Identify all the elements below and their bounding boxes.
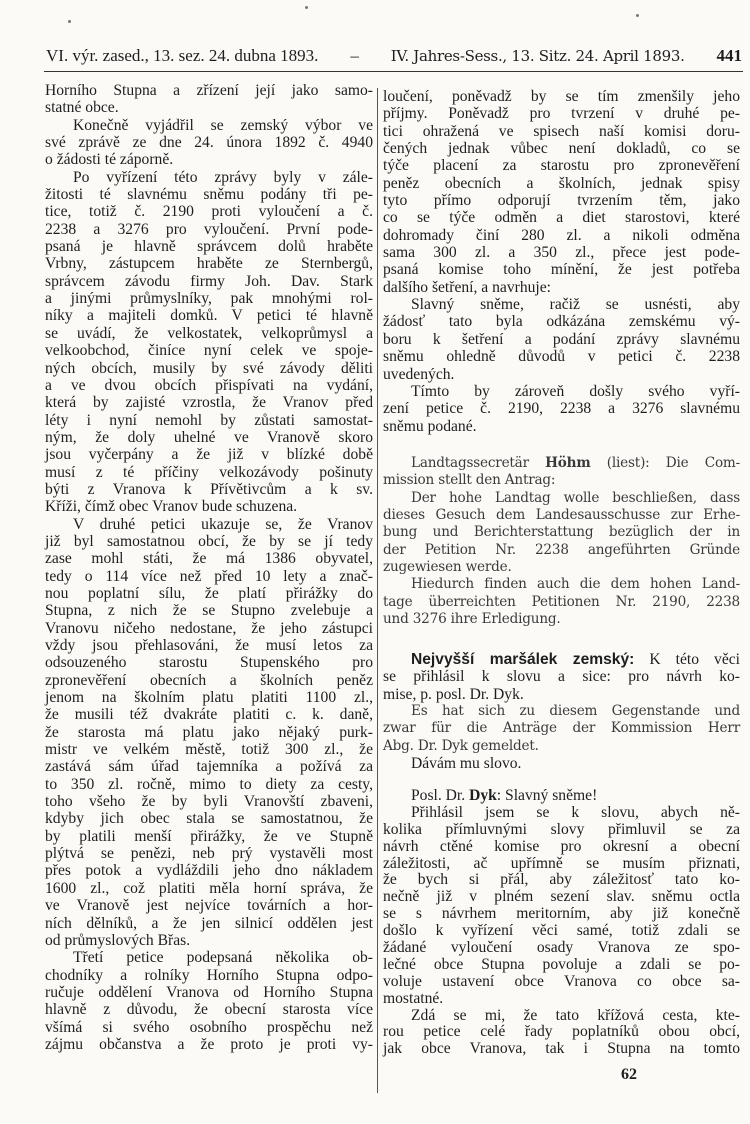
text-line: přes potok a vydláždili jeho dno nákladem [45, 862, 373, 880]
speaker-name: Nejvyšší maršálek zemský: [411, 651, 635, 668]
text-line: Přihlásil jsem se k slovu, abych ně- [411, 803, 740, 821]
text-line: 2238 a 3276 pro vyloučení. První pode- [45, 220, 373, 238]
text-line: bung und Berichterstattung bezüglich der in [383, 524, 740, 541]
column-divider [377, 88, 378, 1093]
paragraph [45, 82, 373, 117]
text-line: statné obce. [45, 99, 119, 117]
paragraph [383, 296, 740, 383]
text-line: o žádosti té záporně. [45, 151, 174, 169]
text-line: od průmyslových Břas. [45, 931, 191, 949]
text-line: zení petice č. 2190, 2238 a 3276 slavnému [383, 400, 740, 418]
text-line: návrh ctěné komise pro okresní a obecní [383, 837, 740, 855]
text-line: sněmu ohledně důvodů v petici č. 2238 [383, 348, 740, 366]
text-line: Tímto by zároveň došly svého vyří- [411, 382, 740, 400]
text-line: lečné obce Stupna povoluje a zdali se po- [383, 955, 740, 973]
text-line: zájmu občanstva a že proto je proti vy- [45, 1035, 373, 1053]
text-line: zase mohl státi, že má 1386 obyvatel, [45, 550, 373, 568]
text-line: mission stellt den Antrag: [383, 472, 556, 489]
text-line: došlo k vyřízení věci samé, totiž zdali se [383, 922, 740, 940]
text-line: Der hohe Landtag wolle beschließen, dass [411, 489, 740, 506]
paragraph [383, 703, 740, 755]
text-line: uvedených. [383, 365, 455, 383]
text-line: žádané vyloučení osady Vranova ze spo- [383, 939, 740, 957]
paragraph [383, 1008, 740, 1059]
paragraph [383, 455, 740, 490]
right-column-committee-report [383, 88, 740, 435]
right-column-german-motion [383, 455, 740, 628]
text-line: dalšího šetření, a navrhuje: [383, 278, 552, 296]
text-line: Slavný sněme, račiž se usnésti, aby [411, 296, 740, 314]
text-line: Vranovu ničeho nedostane, že jeho zástupci [45, 619, 373, 637]
text-line: ních dělníků, a že jen silnicí oddělen jest [45, 914, 373, 932]
text-line: tyto přímo odporují tvrzením těm, jako [383, 192, 740, 210]
text-line: býti z Vranova k Přívětivcům a k sv. [45, 480, 373, 498]
right-column-marshal-remarks [383, 651, 740, 772]
text-line: vždy jsou přehlasováni, že musí letos za [45, 637, 373, 654]
text-line: že bych si přál, aby záležitosť tato ko- [383, 871, 740, 889]
text-line: ve Vranově jest nejvíce továrních a hor- [45, 897, 373, 915]
text-line: nečně již v plném sezení slav. sněmu octla [383, 888, 740, 906]
paragraph [383, 490, 740, 577]
text-line: tedy o 114 více než před 10 lety a znač- [45, 567, 373, 585]
text-line: nou poplatní sílu, že platí přirážky do [45, 584, 373, 602]
text-line: psaná je hlavně správcem dolů hraběte [45, 238, 373, 256]
text-line: dohromady činí 280 zl. a nikoli odměna [383, 226, 740, 244]
text-line: sama 300 zl. a 350 zl., přece jest pode- [383, 244, 740, 262]
text-line: co se týče odměn a diet starostovi, které [383, 209, 740, 227]
text-line: der Petition Nr. 2238 angeführten Gründe [383, 541, 740, 558]
text-line: 1600 zl., což platiti měla horní správa, že [45, 879, 373, 897]
text-line: a ve dvou obcích přispívati na vydání, [45, 376, 373, 394]
text-line: zugewiesen werde. [383, 559, 512, 576]
text-line: sněmu podané. [383, 417, 477, 435]
text-line: loučení, poněvadž by se tím zmenšily jeho [383, 88, 740, 105]
text-line: odsouzeného starostu Stupenského pro [45, 654, 373, 672]
text-line: Abg. Dr. Dyk gemeldet. [383, 737, 539, 754]
text-line: V druhé petici ukazuje se, že Vranov [73, 515, 373, 533]
text-line: zastává sám úřad tajemníka a požívá za [45, 758, 373, 776]
text-line: hlavně z důvodu, že obecní starosta více [45, 1001, 373, 1019]
text-line: mise, p. posl. Dr. Dyk. [383, 685, 524, 703]
text-line: Kříži, čímž obec Vranov bude schuzena. [45, 498, 298, 516]
signature-mark: 62 [621, 1066, 637, 1083]
text-line: své zprávě ze dne 24. února 1892 č. 4940 [45, 134, 373, 152]
paragraph [383, 788, 740, 805]
left-column [45, 82, 373, 1053]
text-segment: Posl. Dr. [411, 787, 470, 804]
text-line: která by zajisté vzrostla, že Vranov před [45, 394, 373, 412]
text-line: léty i nyní nemohl by zůstati samostat- [45, 411, 373, 429]
text-line: správcem závodu firmy Joh. Dav. Stark [45, 272, 373, 290]
text-line: se uvádí, že velkostatek, velkoprůmysl a [45, 324, 373, 342]
paragraph [45, 169, 373, 516]
text-line: chodníky a rolníky Horního Stupna odpo- [45, 966, 373, 984]
text-line: že musili též dvakráte platiti c. k. daně, [45, 706, 373, 724]
text-line: ným, že doly uhelné ve Vranově skoro [45, 428, 373, 446]
text-line: dieses Gesuch dem Landesausschusse zur Erhe- [383, 507, 740, 524]
text-line: se přihlásil k slovu a sice: pro návrh ko- [383, 668, 740, 686]
text-line: že starosta má platu jako nějaký purk- [45, 723, 373, 741]
text-line: plýtvá se penězi, neb prý vystavěli most [45, 845, 373, 863]
speaker-name: Höhm [545, 455, 591, 471]
text-line: tice, totiž č. 2190 proti vyloučení a č. [45, 203, 373, 221]
scan-speck [68, 20, 71, 23]
header-german: IV. Jahres-Sess., 13. Sitz. 24. April 1893. [390, 47, 685, 65]
text-line: und 3276 ihre Erledigung. [383, 611, 561, 628]
text-line: Vrbny, zástupcem hraběte ze Sternbergů, [45, 255, 373, 273]
text-line: Hiedurch finden auch die dem hohen Land- [411, 576, 740, 593]
text-line: záležitosti, ač upřímně se musím přiznati, [383, 854, 740, 872]
text-segment: (liest): Die Com- [590, 455, 741, 471]
paragraph [45, 516, 373, 950]
text-line: čených jednak vůbec není dokladů, co se [383, 140, 740, 158]
text-line: by platili menší přirážky, že ve Stupně [45, 827, 373, 845]
text-line: všímá si svého osobního prospěchu než [45, 1018, 373, 1036]
text-line: ručuje oddělení Vranova od Horního Stupna [45, 983, 373, 1001]
text-line: kdyby jich obec stala se samostatnou, že [45, 810, 373, 828]
header-rule [44, 71, 743, 72]
text-line: kolika přímluvnými slovy přimluvil se za [383, 820, 740, 838]
text-line: jsou vyčerpány a že již v blízké době [45, 446, 373, 464]
paragraph [383, 755, 740, 772]
text-segment: Landtagssecretär [411, 455, 546, 471]
text-line: Stupna, z nich že se Stupno zvelebuje a [45, 602, 373, 620]
text-segment: K této věci [634, 651, 740, 668]
text-line: musí z té příčiny velkozávody pošinuty [45, 463, 373, 481]
text-line: jak obce Vranova, tak i Stupna na tomto [383, 1040, 740, 1058]
text-line: velkoobchod, činíce nyní celek ve spoje- [45, 342, 373, 360]
text-line: mistr ve velkém městě, totiž 300 zl., že [45, 741, 373, 759]
text-line: níky a majiteli domků. V petici té hlavně [45, 307, 373, 325]
page-number: 441 [716, 46, 742, 65]
paragraph [383, 805, 740, 1008]
text-line: Dávám mu slovo. [411, 755, 522, 773]
text-line: toho všeho že by byli Vranovští zbaveni, [45, 793, 373, 811]
text-line: tici ohražená ve spisech naší komisi doru- [383, 122, 740, 140]
text-line: voluje ustavení obce Vranova co obce sa- [383, 972, 740, 990]
text-line [383, 455, 740, 472]
right-column-dyk-speech [383, 788, 740, 1058]
text-line: Horního Stupna a zřízení její jako samo- [45, 82, 373, 99]
scan-speck [305, 6, 308, 9]
text-line: Es hat sich zu diesem Gegenstande und [411, 703, 740, 720]
speaker-name: Dyk [469, 787, 497, 804]
text-line: Zdá se mi, že tato křížová cesta, kte- [411, 1006, 740, 1024]
text-line: zwar für die Anträge der Kommission Herr [383, 720, 740, 737]
text-line: rou petice celé řady poplatníků obou obcí, [383, 1023, 740, 1041]
text-line: Třetí petice podepsaná několika ob- [73, 949, 373, 967]
text-line [383, 788, 740, 805]
text-line: jenom na školním platu platiti 1100 zl., [45, 689, 373, 707]
text-line [383, 651, 740, 668]
text-line: boru k šetření a podání zprávy slavnému [383, 330, 740, 348]
text-line: mostatné. [383, 989, 444, 1007]
text-line: tage überreichten Petitionen Nr. 2190, 2238 [383, 593, 740, 610]
paragraph [45, 117, 373, 169]
paragraph [45, 949, 373, 1053]
text-segment: : Slavný sněme! [496, 787, 598, 804]
paragraph [383, 651, 740, 703]
text-line: již byl samostatnou obcí, že by se jí tedy [45, 532, 373, 550]
text-line: příjmy. Poněvadž pro tvrzení v druhé pe- [383, 105, 740, 123]
text-line: týče placení za starostu pro zpronevěření [383, 157, 740, 175]
text-line: to 350 zl. ročně, mimo to diety za cesty, [45, 775, 373, 793]
text-line: a jinými průmyslníky, pak mnohými rol- [45, 290, 373, 308]
text-line: peněz obecních a školních, jednak spisy [383, 174, 740, 192]
text-line: se s návrhem meritorním, aby již konečně [383, 905, 740, 923]
text-line: ných obcích, musily by své závody děliti [45, 359, 373, 377]
header-czech: VI. výr. zased., 13. sez. 24. dubna 1893. [46, 46, 319, 65]
text-line: psaná komise toho mínění, že jest potřeba [383, 261, 740, 279]
running-header [46, 46, 742, 68]
text-line: zpronevěření obecních a školních peněz [45, 671, 373, 689]
scan-speck [636, 14, 639, 17]
paragraph [383, 576, 740, 628]
text-line: žádosť tato byla odkázána zemskému vý- [383, 313, 740, 331]
paragraph [383, 88, 740, 296]
text-line: Po vyřízení této zprávy byly v zále- [73, 168, 373, 186]
paragraph [383, 383, 740, 435]
text-line: Konečně vyjádřil se zemský výbor ve [73, 116, 373, 134]
text-line: žitosti té slavnému sněmu podány tři pe- [45, 186, 373, 204]
header-dash: – [350, 46, 359, 65]
